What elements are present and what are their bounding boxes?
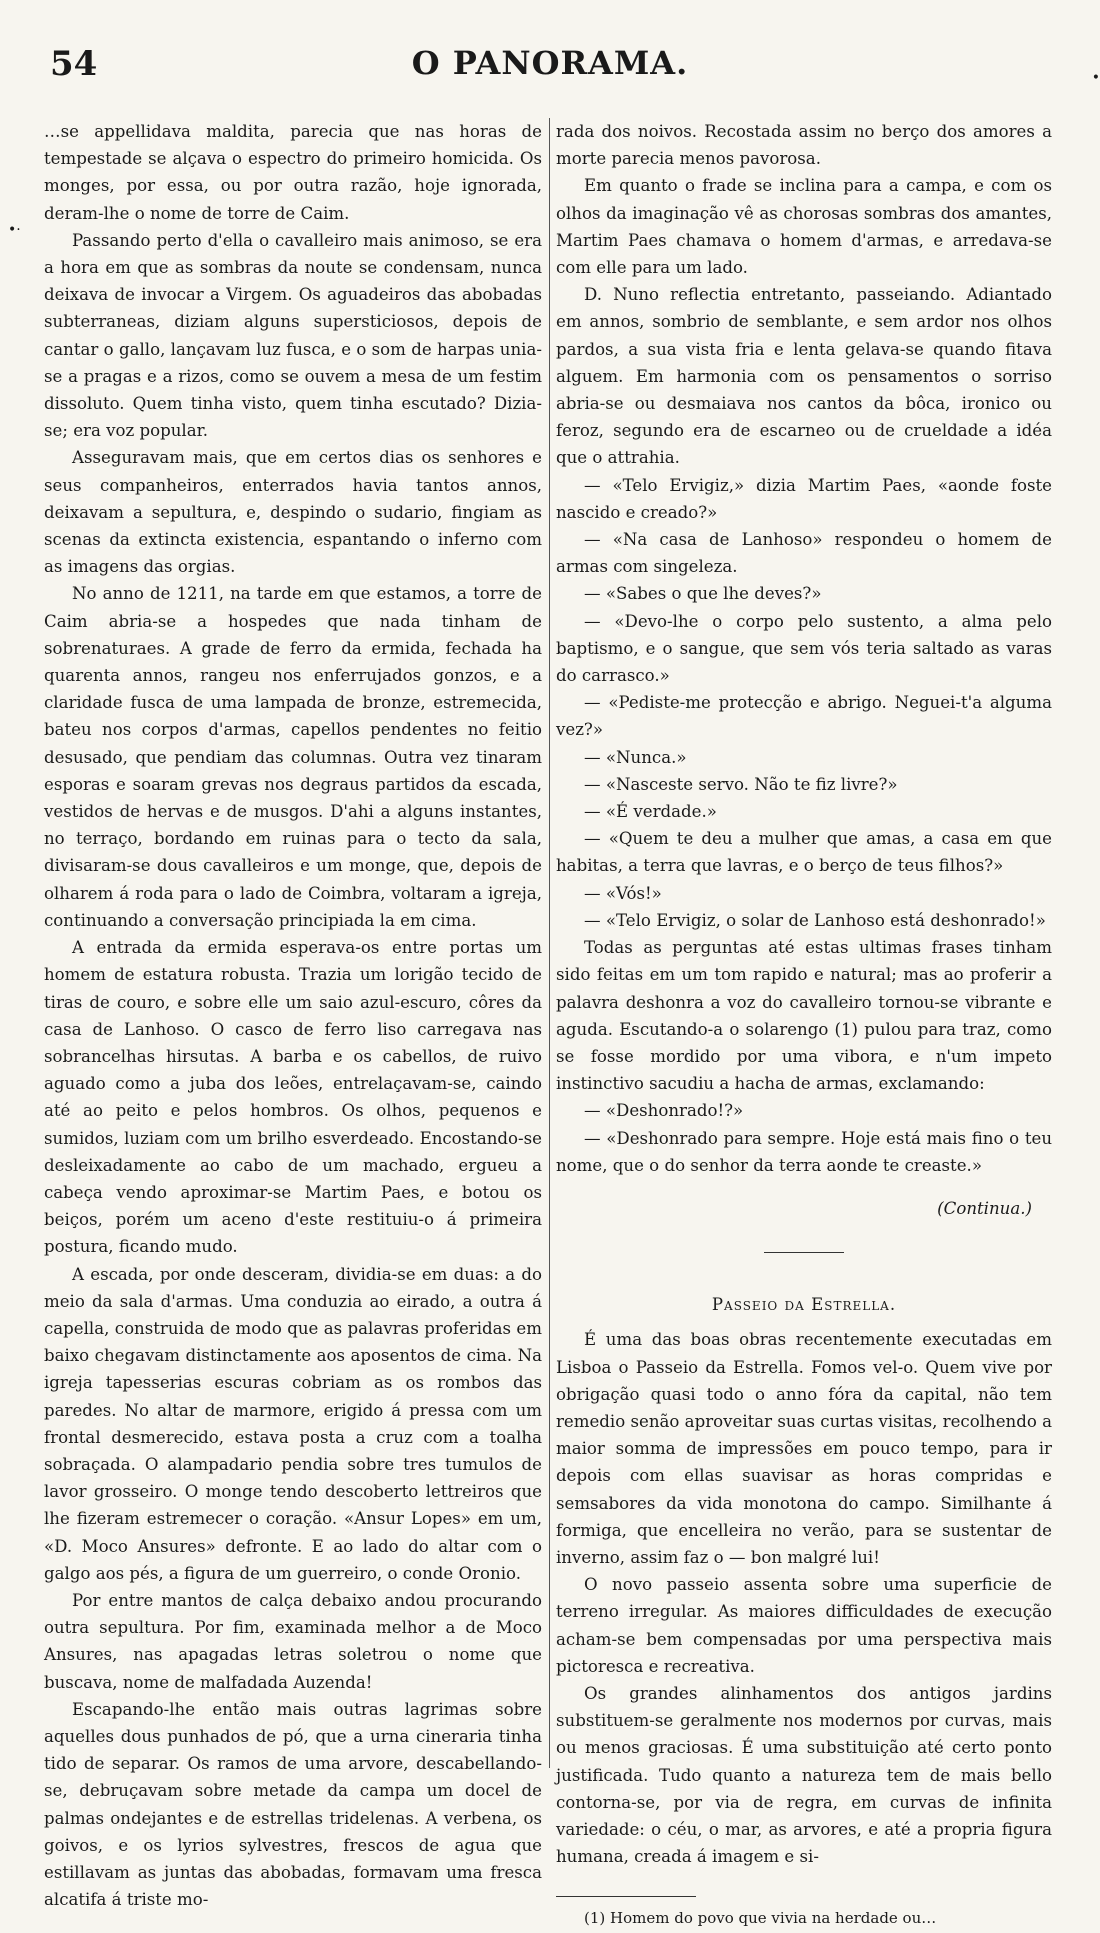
left-column [44, 118, 542, 1913]
dialogue-line: — «Deshonrado para sempre. Hoje está mais fino o teu nome, que o do senhor da terra aonde te creaste.» [556, 1128, 1052, 1175]
dialogue-line: — «Devo-lhe o corpo pelo sustento, a alma pelo baptismo, e o sangue, que sem vós teria saltado as varas do carrasco.» [556, 611, 1052, 686]
right-column [556, 118, 1052, 1933]
page-title: O PANORAMA. [411, 44, 689, 82]
dialogue-line: — «Pediste-me protecção e abrigo. Neguei-t'a alguma vez?» [556, 693, 1052, 740]
dialogue-line: — «Deshonrado!?» [584, 1101, 744, 1121]
dialogue-line: — «Nasceste servo. Não te fiz livre?» [584, 774, 898, 794]
paragraph: D. Nuno reflectia entretanto, passeiando. Adiantado em annos, sombrio de semblante, e sem ardor nos olhos pardos, a sua vista fria e lenta gelava-se quando fitava alguem. Em harmonia com os pensamentos o sorriso abria-se ou desmaiava nos cantos da bôca, ironico ou feroz, segundo era de escarneo ou de crueldade a idéa que o attrahia. [556, 285, 1052, 468]
paragraph: Passando perto d'ella o cavalleiro mais animoso, se era a hora em que as sombras da noute se condensam, nunca deixava de invocar a Virgem. Os aguadeiros das abobadas subterraneas, diziam alguns supersticiosos, depois de cantar o gallo, lançavam luz fusca, e o som de harpas unia-se a pragas e a rizos, como se ouvem a mesa de um festim dissoluto. Quem tinha visto, quem tinha escutado? Dizia-se; era voz popular. [44, 230, 542, 441]
section-divider [764, 1252, 844, 1253]
dialogue-line: — «Nunca.» [584, 747, 687, 767]
dialogue-line: — «Sabes o que lhe deves?» [584, 584, 822, 604]
paragraph: …se appellidava maldita, parecia que nas horas de tempestade se alçava o espectro do primeiro homicida. Os monges, por essa, ou por outra razão, hoje ignorada, deram-lhe o nome de torre de Caim. [44, 122, 542, 223]
dialogue-line: — «Na casa de Lanhoso» respondeu o homem de armas com singeleza. [556, 530, 1052, 577]
paragraph: rada dos noivos. Recostada assim no berço dos amores a morte parecia menos pavorosa. [556, 122, 1052, 169]
paragraph: A escada, por onde desceram, dividia-se em duas: a do meio da sala d'armas. Uma conduzia ao eirado, a outra á capella, construida de modo que as palavras proferidas em baixo chegavam distinctamente aos aposentos de cima. Na igreja tapesserias escuras cobriam as os rombos das paredes. No altar de marmore, erigido á pressa com um frontal desmerecido, estava posta a cruz com a toalha sobraçada. O alampadario pendia sobre tres tumulos de lavor grosseiro. O monge tendo descoberto lettreiros que lhe fizeram estremecer o coração. «Ansur Lopes» em um, «D. Moco Ansures» defronte. E ao lado do altar com o galgo aos pés, a figura de um guerreiro, o conde Oronio. [44, 1264, 542, 1583]
paragraph: Por entre mantos de calça debaixo andou procurando outra sepultura. Por fim, examinada melhor a de Moco Ansures, nas apagadas letras soletrou o nome que buscava, nome de malfadada Auzenda! [44, 1590, 542, 1692]
dialogue-line: — «Vós!» [584, 883, 662, 903]
paragraph: Os grandes alinhamentos dos antigos jardins substituem-se geralmente nos modernos por curvas, mais ou menos graciosas. É uma substituição até certo ponto justificada. Tudo quanto a natureza tem de mais bello contorna-se, por via de regra, em curvas de infinita variedade: o céu, o mar, as arvores, e até a propria figura humana, creada á imagem e si- [556, 1683, 1052, 1867]
paragraph: É uma das boas obras recentemente executadas em Lisboa o Passeio da Estrella. Fomos vel-o. Quem vive por obrigação quasi todo o anno fóra da capital, não tem remedio senão aproveitar suas curtas visitas, recolhendo a maior somma de impressões em pouco tempo, para ir depois com ellas suavisar as horas compridas e semsabores da vida monotona do campo. Similhante á formiga, que encelleira no verão, para se sustentar de inverno, assim faz o — bon malgré lui! [556, 1330, 1052, 1567]
paragraph: No anno de 1211, na tarde em que estamos, a torre de Caim abria-se a hospedes que nada tinham de sobrenaturaes. A grade de ferro da ermida, fechada ha quarenta annos, rangeu nos enferrujados gonzos, e a claridade fusca de uma lampada de bronze, estremecida, bateu nos corpos d'armas, capellos pendentes no feitio desusado, que pendiam das columnas. Outra vez tinaram esporas e soaram grevas nos degraus partidos da escada, vestidos de hervas e de musgos. D'ahi a alguns instantes, no terraço, bordando em ruinas para o tecto da sala, divisaram-se dous cavalleiros e um monge, que, depois de olharem á roda para o lado de Coimbra, voltaram a igreja, continuando a conversação principiada la em cima. [44, 584, 542, 930]
paragraph: A entrada da ermida esperava-os entre portas um homem de estatura robusta. Trazia um lorigão tecido de tiras de couro, e sobre elle um saio azul-escuro, côres da casa de Lanhoso. O casco de ferro liso carregava nas sobrancelhas hirsutas. A barba e os cabellos, de ruivo aguado como a juba dos leões, entrelaçavam-se, caindo até ao peito e pelos hombros. Os olhos, pequenos e sumidos, luziam com um brilho esverdeado. Encostando-se desleixadamente ao cabo de um machado, ergueu a cabeça vendo aproximar-se Martim Paes, e botou os beiços, porém um aceno d'este restituiu-o á primeira postura, ficando mudo. [44, 938, 542, 1257]
margin-bullet: • [1091, 70, 1100, 86]
paragraph: Escapando-lhe então mais outras lagrimas sobre aquelles dous punhados de pó, que a urna cineraria tinha tido de separar. Os ramos de uma arvore, descabellando-se, debruçavam sobre metade da campa um docel de palmas ondejantes e de estrellas tridelenas. A verbena, os goivos, e os lyrios sylvestres, frescos de agua que estillavam as juntas das abobadas, formavam uma fresca alcatifa á triste mo- [44, 1699, 542, 1910]
footnote: (1) Homem do povo que vivia na herdade ou… [584, 1909, 937, 1928]
column-rule [549, 118, 550, 1768]
margin-mark: •· [8, 222, 21, 238]
footnote-rule [556, 1896, 696, 1897]
dialogue-line: — «É verdade.» [584, 802, 717, 822]
continua-note: (Continua.) [937, 1198, 1032, 1218]
dialogue-line: — «Telo Ervigiz,» dizia Martim Paes, «aonde foste nascido e creado?» [556, 475, 1052, 522]
dialogue-line: — «Telo Ervigiz, o solar de Lanhoso está deshonrado!» [584, 910, 1046, 930]
dialogue-line: — «Quem te deu a mulher que amas, a casa em que habitas, a terra que lavras, e o berço de teus filhos?» [556, 829, 1052, 876]
paragraph: Todas as perguntas até estas ultimas frases tinham sido feitas em um tom rapido e natural; mas ao proferir a palavra deshonra a voz do cavalleiro tornou-se vibrante e aguda. Escutando-a o solarengo (1) pulou para traz, como se fosse mordido por uma vibora, e n'um impeto instinctivo sacudiu a hacha de armas, exclamando: [556, 938, 1052, 1094]
paragraph: Em quanto o frade se inclina para a campa, e com os olhos da imaginação vê as chorosas sombras dos amantes, Martim Paes chamava o homem d'armas, e arredava-se com elle para um lado. [556, 176, 1052, 278]
page-header [40, 40, 1060, 90]
page-number: 54 [50, 44, 98, 84]
paragraph: Asseguravam mais, que em certos dias os senhores e seus companheiros, enterrados havia tantos annos, deixavam a sepultura, e, despindo o sudario, fingiam as scenas da extincta existencia, espantando o inferno com as imagens das orgias. [44, 448, 542, 577]
paragraph: O novo passeio assenta sobre uma superficie de terreno irregular. As maiores difficuldades de execução acham-se bem compensadas por uma perspectiva mais pictoresca e recreativa. [556, 1575, 1052, 1676]
section-title: Passeio da Estrella. [711, 1295, 897, 1315]
